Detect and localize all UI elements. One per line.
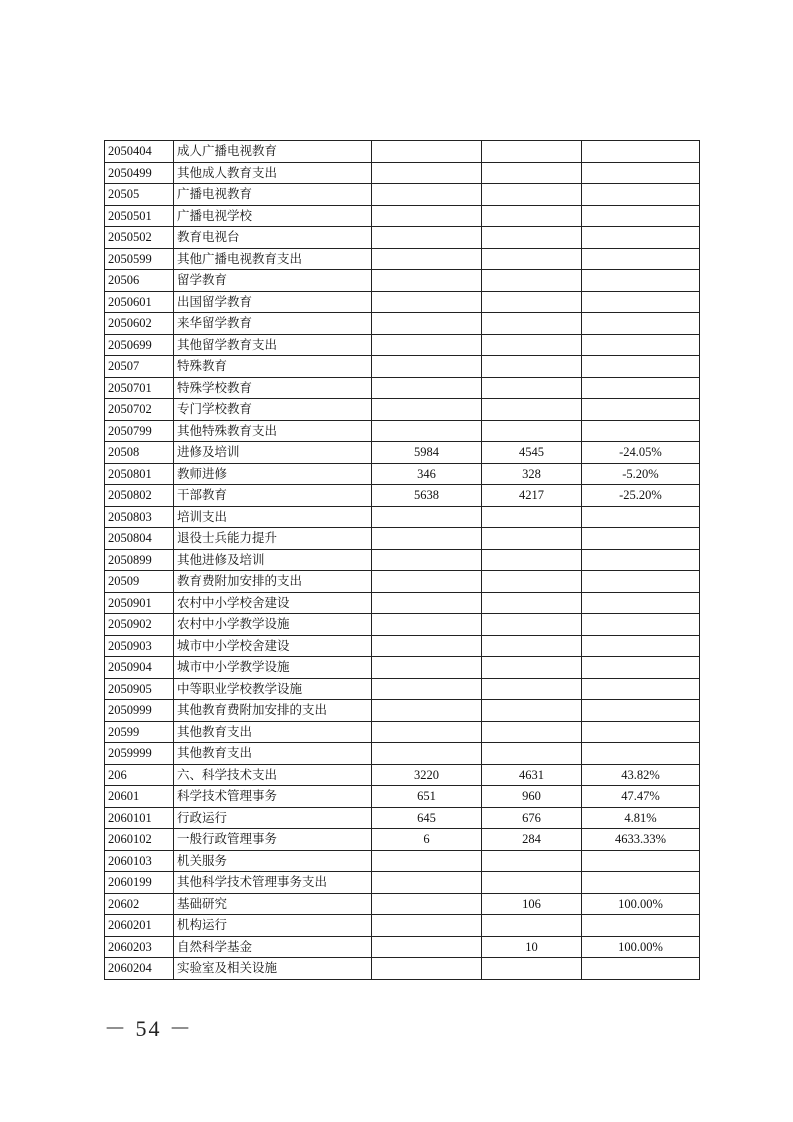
amount-cell-2 — [482, 592, 582, 614]
table-row — [105, 463, 700, 485]
amount-cell-2: 4217 — [482, 485, 582, 507]
amount-cell-1 — [372, 334, 482, 356]
change-percent-cell — [582, 291, 700, 313]
change-percent-cell — [582, 313, 700, 335]
table-row — [105, 721, 700, 743]
account-code-cell: 2050804 — [105, 528, 174, 550]
amount-cell-1 — [372, 420, 482, 442]
table-row — [105, 657, 700, 679]
change-percent-cell — [582, 205, 700, 227]
table-row — [105, 549, 700, 571]
amount-cell-1 — [372, 356, 482, 378]
table-row — [105, 334, 700, 356]
table-row — [105, 205, 700, 227]
amount-cell-2 — [482, 291, 582, 313]
amount-cell-2 — [482, 850, 582, 872]
account-name-cell: 其他教育支出 — [174, 721, 372, 743]
account-name-cell: 特殊教育 — [174, 356, 372, 378]
account-code-cell: 2060103 — [105, 850, 174, 872]
account-name-cell: 其他成人教育支出 — [174, 162, 372, 184]
account-name-cell: 退役士兵能力提升 — [174, 528, 372, 550]
amount-cell-1 — [372, 377, 482, 399]
change-percent-cell: 47.47% — [582, 786, 700, 808]
table-row — [105, 936, 700, 958]
amount-cell-1: 651 — [372, 786, 482, 808]
amount-cell-2 — [482, 399, 582, 421]
amount-cell-2 — [482, 334, 582, 356]
change-percent-cell — [582, 614, 700, 636]
amount-cell-1 — [372, 936, 482, 958]
account-code-cell: 2050999 — [105, 700, 174, 722]
amount-cell-2: 4545 — [482, 442, 582, 464]
account-name-cell: 其他留学教育支出 — [174, 334, 372, 356]
amount-cell-1 — [372, 291, 482, 313]
amount-cell-1 — [372, 549, 482, 571]
account-code-cell: 2060204 — [105, 958, 174, 980]
budget-table — [104, 140, 700, 980]
page-number: － 54 － — [104, 1016, 194, 1041]
account-code-cell: 2050501 — [105, 205, 174, 227]
amount-cell-1 — [372, 893, 482, 915]
account-code-cell: 2050799 — [105, 420, 174, 442]
account-code-cell: 20601 — [105, 786, 174, 808]
amount-cell-1 — [372, 678, 482, 700]
table-row — [105, 807, 700, 829]
account-name-cell: 专门学校教育 — [174, 399, 372, 421]
change-percent-cell — [582, 506, 700, 528]
account-name-cell: 城市中小学教学设施 — [174, 657, 372, 679]
account-code-cell: 2050901 — [105, 592, 174, 614]
change-percent-cell: -24.05% — [582, 442, 700, 464]
account-code-cell: 2060102 — [105, 829, 174, 851]
amount-cell-2: 676 — [482, 807, 582, 829]
account-name-cell: 其他科学技术管理事务支出 — [174, 872, 372, 894]
change-percent-cell — [582, 850, 700, 872]
account-name-cell: 行政运行 — [174, 807, 372, 829]
account-name-cell: 其他教育费附加安排的支出 — [174, 700, 372, 722]
amount-cell-1 — [372, 635, 482, 657]
account-name-cell: 中等职业学校教学设施 — [174, 678, 372, 700]
table-row — [105, 227, 700, 249]
amount-cell-2 — [482, 506, 582, 528]
table-row — [105, 528, 700, 550]
amount-cell-1 — [372, 141, 482, 163]
amount-cell-1 — [372, 205, 482, 227]
amount-cell-2 — [482, 356, 582, 378]
account-name-cell: 广播电视教育 — [174, 184, 372, 206]
account-name-cell: 六、科学技术支出 — [174, 764, 372, 786]
account-code-cell: 206 — [105, 764, 174, 786]
change-percent-cell: 4.81% — [582, 807, 700, 829]
amount-cell-1 — [372, 958, 482, 980]
table-row — [105, 764, 700, 786]
amount-cell-2: 4631 — [482, 764, 582, 786]
amount-cell-2 — [482, 141, 582, 163]
account-code-cell: 2050702 — [105, 399, 174, 421]
account-code-cell: 2050904 — [105, 657, 174, 679]
account-name-cell: 留学教育 — [174, 270, 372, 292]
amount-cell-1 — [372, 184, 482, 206]
amount-cell-1 — [372, 700, 482, 722]
account-code-cell: 2050699 — [105, 334, 174, 356]
table-row — [105, 485, 700, 507]
account-name-cell: 自然科学基金 — [174, 936, 372, 958]
account-code-cell: 2050899 — [105, 549, 174, 571]
account-code-cell: 20506 — [105, 270, 174, 292]
table-row — [105, 635, 700, 657]
amount-cell-2 — [482, 721, 582, 743]
amount-cell-2 — [482, 614, 582, 636]
amount-cell-2 — [482, 184, 582, 206]
change-percent-cell — [582, 356, 700, 378]
amount-cell-2: 284 — [482, 829, 582, 851]
amount-cell-2 — [482, 743, 582, 765]
table-row — [105, 356, 700, 378]
amount-cell-1: 5984 — [372, 442, 482, 464]
amount-cell-2 — [482, 377, 582, 399]
table-row — [105, 678, 700, 700]
amount-cell-1 — [372, 162, 482, 184]
amount-cell-1 — [372, 743, 482, 765]
account-name-cell: 机构运行 — [174, 915, 372, 937]
table-row — [105, 700, 700, 722]
account-code-cell: 2050602 — [105, 313, 174, 335]
amount-cell-1: 5638 — [372, 485, 482, 507]
amount-cell-1 — [372, 721, 482, 743]
account-code-cell: 2050502 — [105, 227, 174, 249]
account-code-cell: 20505 — [105, 184, 174, 206]
table-row — [105, 893, 700, 915]
account-code-cell: 20599 — [105, 721, 174, 743]
amount-cell-1: 3220 — [372, 764, 482, 786]
account-code-cell: 2050905 — [105, 678, 174, 700]
account-name-cell: 科学技术管理事务 — [174, 786, 372, 808]
change-percent-cell — [582, 657, 700, 679]
account-code-cell: 2059999 — [105, 743, 174, 765]
table-row — [105, 743, 700, 765]
account-code-cell: 2050902 — [105, 614, 174, 636]
account-name-cell: 农村中小学校舍建设 — [174, 592, 372, 614]
amount-cell-2 — [482, 915, 582, 937]
change-percent-cell — [582, 334, 700, 356]
account-name-cell: 来华留学教育 — [174, 313, 372, 335]
account-name-cell: 培训支出 — [174, 506, 372, 528]
amount-cell-2 — [482, 571, 582, 593]
change-percent-cell — [582, 915, 700, 937]
table-row — [105, 442, 700, 464]
account-name-cell: 教育电视台 — [174, 227, 372, 249]
account-code-cell: 2060101 — [105, 807, 174, 829]
change-percent-cell — [582, 399, 700, 421]
change-percent-cell: -25.20% — [582, 485, 700, 507]
change-percent-cell — [582, 872, 700, 894]
change-percent-cell — [582, 162, 700, 184]
change-percent-cell — [582, 635, 700, 657]
table-row — [105, 291, 700, 313]
change-percent-cell — [582, 248, 700, 270]
account-name-cell: 一般行政管理事务 — [174, 829, 372, 851]
amount-cell-2 — [482, 205, 582, 227]
account-name-cell: 进修及培训 — [174, 442, 372, 464]
amount-cell-2: 106 — [482, 893, 582, 915]
account-code-cell: 2050499 — [105, 162, 174, 184]
account-code-cell: 20507 — [105, 356, 174, 378]
change-percent-cell — [582, 549, 700, 571]
account-name-cell: 特殊学校教育 — [174, 377, 372, 399]
account-code-cell: 2050903 — [105, 635, 174, 657]
amount-cell-1 — [372, 528, 482, 550]
amount-cell-1 — [372, 227, 482, 249]
amount-cell-1: 6 — [372, 829, 482, 851]
table-row — [105, 915, 700, 937]
amount-cell-2 — [482, 420, 582, 442]
table-row — [105, 248, 700, 270]
amount-cell-2 — [482, 162, 582, 184]
change-percent-cell — [582, 743, 700, 765]
amount-cell-1: 645 — [372, 807, 482, 829]
account-code-cell: 2050803 — [105, 506, 174, 528]
amount-cell-2 — [482, 248, 582, 270]
account-code-cell: 2050599 — [105, 248, 174, 270]
change-percent-cell — [582, 700, 700, 722]
account-name-cell: 其他广播电视教育支出 — [174, 248, 372, 270]
amount-cell-2 — [482, 313, 582, 335]
table-row — [105, 850, 700, 872]
change-percent-cell — [582, 721, 700, 743]
change-percent-cell — [582, 227, 700, 249]
account-name-cell: 干部教育 — [174, 485, 372, 507]
account-code-cell: 2050404 — [105, 141, 174, 163]
amount-cell-1: 346 — [372, 463, 482, 485]
amount-cell-1 — [372, 506, 482, 528]
change-percent-cell: 4633.33% — [582, 829, 700, 851]
change-percent-cell: 43.82% — [582, 764, 700, 786]
account-code-cell: 2060201 — [105, 915, 174, 937]
change-percent-cell — [582, 528, 700, 550]
amount-cell-2 — [482, 872, 582, 894]
account-name-cell: 教育费附加安排的支出 — [174, 571, 372, 593]
amount-cell-1 — [372, 614, 482, 636]
account-name-cell: 其他特殊教育支出 — [174, 420, 372, 442]
account-name-cell: 教师进修 — [174, 463, 372, 485]
change-percent-cell — [582, 377, 700, 399]
amount-cell-2 — [482, 700, 582, 722]
account-name-cell: 广播电视学校 — [174, 205, 372, 227]
amount-cell-2: 10 — [482, 936, 582, 958]
change-percent-cell: 100.00% — [582, 936, 700, 958]
amount-cell-2 — [482, 678, 582, 700]
account-name-cell: 城市中小学校舍建设 — [174, 635, 372, 657]
amount-cell-2 — [482, 270, 582, 292]
change-percent-cell: -5.20% — [582, 463, 700, 485]
account-code-cell: 2050701 — [105, 377, 174, 399]
account-code-cell: 2050601 — [105, 291, 174, 313]
account-name-cell: 实验室及相关设施 — [174, 958, 372, 980]
amount-cell-1 — [372, 571, 482, 593]
table-row — [105, 270, 700, 292]
amount-cell-2 — [482, 227, 582, 249]
change-percent-cell — [582, 592, 700, 614]
account-code-cell: 2050802 — [105, 485, 174, 507]
account-name-cell: 成人广播电视教育 — [174, 141, 372, 163]
table-row — [105, 399, 700, 421]
account-name-cell: 农村中小学教学设施 — [174, 614, 372, 636]
table-row — [105, 872, 700, 894]
change-percent-cell — [582, 678, 700, 700]
amount-cell-1 — [372, 399, 482, 421]
account-code-cell: 20602 — [105, 893, 174, 915]
account-name-cell: 出国留学教育 — [174, 291, 372, 313]
amount-cell-1 — [372, 915, 482, 937]
account-code-cell: 20509 — [105, 571, 174, 593]
table-row — [105, 420, 700, 442]
amount-cell-1 — [372, 872, 482, 894]
amount-cell-1 — [372, 657, 482, 679]
table-row — [105, 786, 700, 808]
account-code-cell: 20508 — [105, 442, 174, 464]
change-percent-cell — [582, 420, 700, 442]
change-percent-cell: 100.00% — [582, 893, 700, 915]
account-name-cell: 其他教育支出 — [174, 743, 372, 765]
table-row — [105, 141, 700, 163]
amount-cell-1 — [372, 592, 482, 614]
amount-cell-2 — [482, 528, 582, 550]
table-row — [105, 377, 700, 399]
change-percent-cell — [582, 958, 700, 980]
account-code-cell: 2060199 — [105, 872, 174, 894]
amount-cell-1 — [372, 270, 482, 292]
table-row — [105, 313, 700, 335]
amount-cell-1 — [372, 850, 482, 872]
account-code-cell: 2050801 — [105, 463, 174, 485]
table-row — [105, 571, 700, 593]
amount-cell-2: 328 — [482, 463, 582, 485]
table-row — [105, 184, 700, 206]
amount-cell-2 — [482, 635, 582, 657]
amount-cell-1 — [372, 248, 482, 270]
amount-cell-1 — [372, 313, 482, 335]
change-percent-cell — [582, 141, 700, 163]
amount-cell-2 — [482, 549, 582, 571]
amount-cell-2 — [482, 958, 582, 980]
amount-cell-2: 960 — [482, 786, 582, 808]
account-name-cell: 机关服务 — [174, 850, 372, 872]
table-row — [105, 592, 700, 614]
change-percent-cell — [582, 571, 700, 593]
table-row — [105, 506, 700, 528]
table-row — [105, 614, 700, 636]
table-row — [105, 829, 700, 851]
change-percent-cell — [582, 270, 700, 292]
table-row — [105, 162, 700, 184]
amount-cell-2 — [482, 657, 582, 679]
account-name-cell: 其他进修及培训 — [174, 549, 372, 571]
change-percent-cell — [582, 184, 700, 206]
account-code-cell: 2060203 — [105, 936, 174, 958]
budget-table-body — [105, 141, 700, 980]
table-row — [105, 958, 700, 980]
account-name-cell: 基础研究 — [174, 893, 372, 915]
